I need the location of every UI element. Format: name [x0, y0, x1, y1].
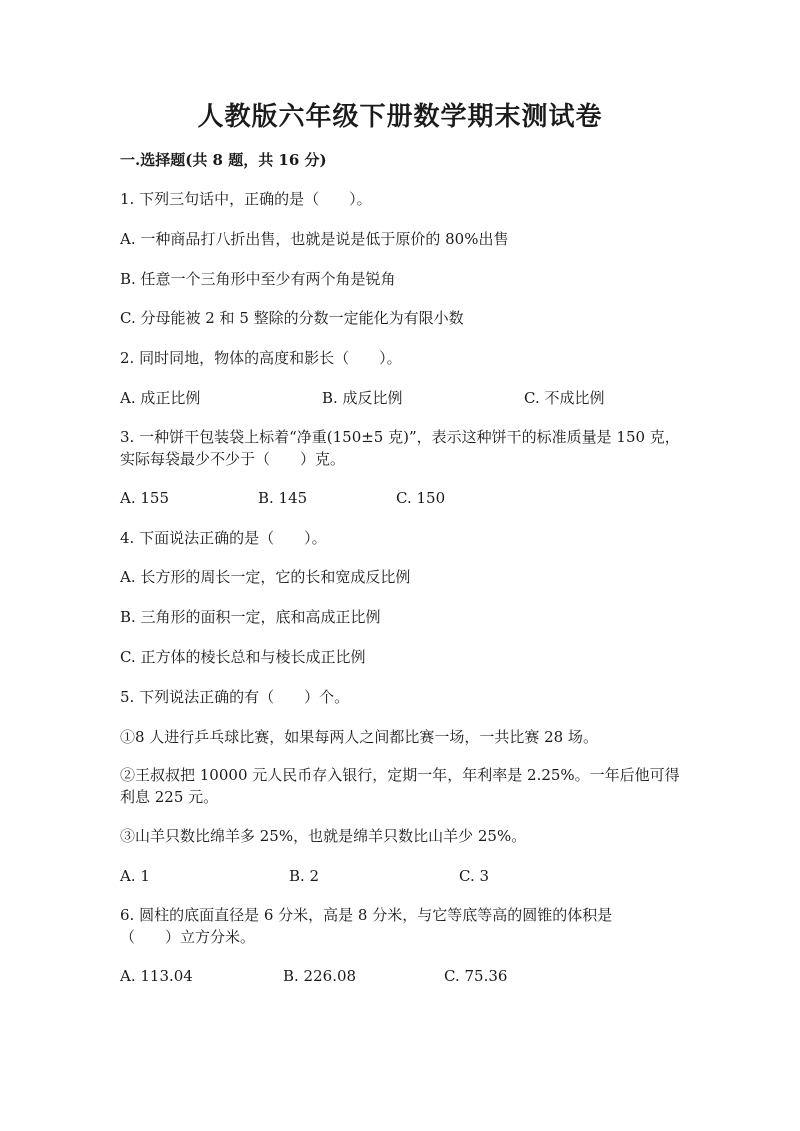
question-1-option-c: C. 分母能被 2 和 5 整除的分数一定能化为有限小数	[120, 309, 464, 327]
question-5-option-c: C. 3	[459, 867, 490, 885]
question-4-option-a: A. 长方形的周长一定，它的长和宽成反比例	[120, 568, 411, 586]
question-3-option-c: C. 150	[396, 489, 446, 507]
question-2-option-a: A. 成正比例	[120, 389, 201, 407]
question-2-option-b: B. 成反比例	[322, 389, 403, 407]
question-1-option-a: A. 一种商品打八折出售，也就是说是低于原价的 80%出售	[120, 230, 509, 248]
question-6-option-b: B. 226.08	[283, 967, 357, 985]
question-6-option-a: A. 113.04	[120, 967, 193, 985]
question-5-option-b: B. 2	[289, 867, 320, 885]
question-1-option-b: B. 任意一个三角形中至少有两个角是锐角	[120, 270, 396, 288]
exam-title: 人教版六年级下册数学期末测试卷	[197, 102, 603, 132]
question-4-option-b: B. 三角形的面积一定，底和高成正比例	[120, 608, 381, 626]
question-3-option-b: B. 145	[258, 489, 308, 507]
question-2-option-c: C. 不成比例	[524, 389, 605, 407]
question-4-stem: 4. 下面说法正确的是（ ）。	[120, 529, 327, 547]
question-3-stem: 3. 一种饼干包装袋上标着“净重(150±5 克)”，表示这种饼干的标准质量是 150 克，实际每袋最少不少于（ ）克。	[120, 428, 680, 468]
section-heading: 一.选择题(共 8 题，共 16 分)	[120, 151, 327, 169]
question-6-option-c: C. 75.36	[444, 967, 508, 985]
question-5-statement-2: ②王叔叔把 10000 元人民币存入银行，定期一年，年利率是 2.25%。一年后他可得利息 225 元。	[120, 766, 680, 806]
question-1-stem: 1. 下列三句话中，正确的是（ ）。	[120, 190, 372, 208]
question-6-stem: 6. 圆柱的底面直径是 6 分米，高是 8 分米，与它等底等高的圆锥的体积是（ ）立方分米。	[120, 906, 613, 946]
question-5-statement-1: ①8 人进行乒乓球比赛，如果每两人之间都比赛一场，一共比赛 28 场。	[120, 728, 598, 746]
question-4-option-c: C. 正方体的棱长总和与棱长成正比例	[120, 648, 366, 666]
question-5-stem: 5. 下列说法正确的有（ ）个。	[120, 688, 350, 706]
question-5-statement-3: ③山羊只数比绵羊多 25%，也就是绵羊只数比山羊少 25%。	[120, 827, 527, 845]
question-3-option-a: A. 155	[120, 489, 169, 507]
question-5-option-a: A. 1	[120, 867, 150, 885]
question-2-stem: 2. 同时同地，物体的高度和影长（ ）。	[120, 349, 402, 367]
